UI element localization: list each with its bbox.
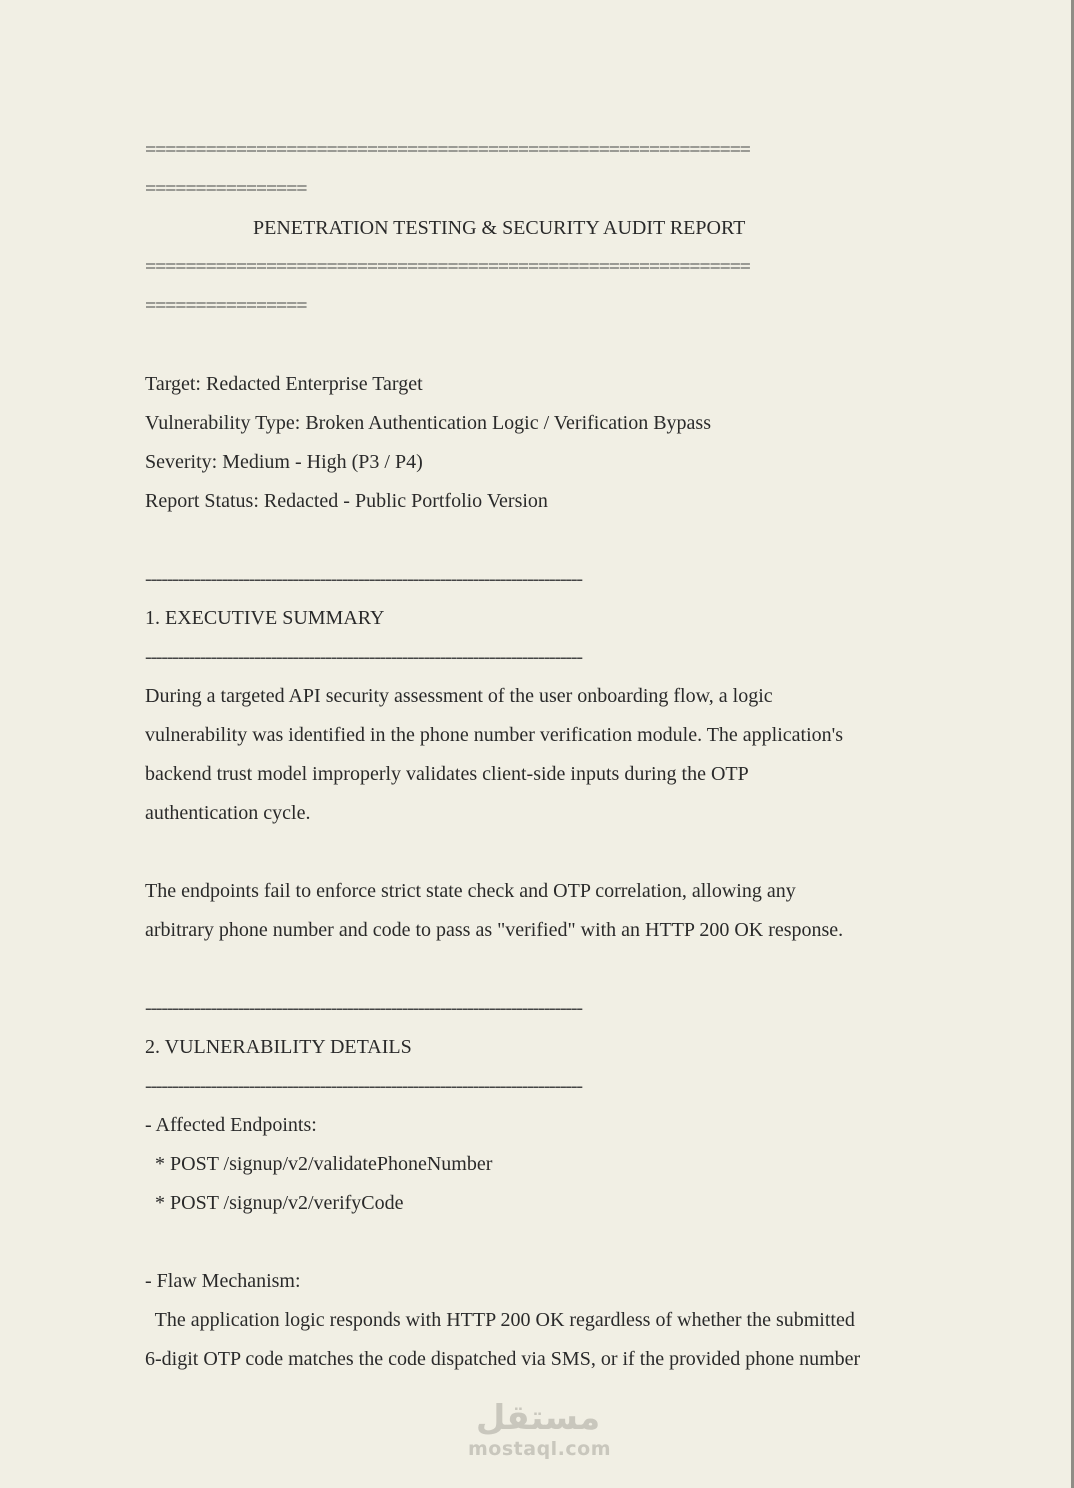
paragraph-line: authentication cycle. — [145, 802, 311, 824]
header-rule: ================ — [145, 178, 307, 200]
section-rule: -------------------------------------------------------------------------------- — [145, 646, 582, 668]
section-rule: -------------------------------------------------------------------------------- — [145, 568, 582, 590]
meta-vulnerability-type: Vulnerability Type: Broken Authentication Logic / Verification Bypass — [145, 412, 711, 434]
endpoint-item: * POST /signup/v2/verifyCode — [145, 1192, 404, 1214]
paragraph-line: During a targeted API security assessment of the user onboarding flow, a logic — [145, 685, 773, 707]
paragraph-line: The application logic responds with HTTP 200 OK regardless of whether the submitted — [145, 1309, 855, 1331]
paragraph-line: arbitrary phone number and code to pass as "verified" with an HTTP 200 OK response. — [145, 919, 844, 941]
header-rule: ============================================================ — [145, 139, 750, 161]
meta-report-status: Report Status: Redacted - Public Portfolio Version — [145, 490, 548, 512]
watermark — [468, 1398, 612, 1460]
list-label: - Affected Endpoints: — [145, 1114, 317, 1136]
section-heading: 1. EXECUTIVE SUMMARY — [145, 607, 385, 629]
endpoint-item: * POST /signup/v2/validatePhoneNumber — [145, 1153, 493, 1175]
paragraph-line: 6-digit OTP code matches the code dispatched via SMS, or if the provided phone number — [145, 1348, 861, 1370]
header-rule: ============================================================ — [145, 256, 750, 278]
list-label: - Flaw Mechanism: — [145, 1270, 301, 1292]
meta-severity: Severity: Medium - High (P3 / P4) — [145, 451, 423, 473]
section-rule: -------------------------------------------------------------------------------- — [145, 997, 582, 1019]
report-title: PENETRATION TESTING & SECURITY AUDIT REPORT — [253, 217, 746, 239]
watermark-arabic: مستقل — [475, 1398, 601, 1438]
meta-target: Target: Redacted Enterprise Target — [145, 373, 423, 395]
section-rule: -------------------------------------------------------------------------------- — [145, 1075, 582, 1097]
paragraph-line: vulnerability was identified in the phone number verification module. The application's — [145, 724, 844, 746]
paragraph-line: backend trust model improperly validates client-side inputs during the OTP — [145, 763, 749, 785]
paragraph-line: The endpoints fail to enforce strict state check and OTP correlation, allowing any — [145, 880, 796, 902]
watermark-latin: mostaql.com — [468, 1438, 612, 1460]
header-rule: ================ — [145, 295, 307, 317]
section-heading: 2. VULNERABILITY DETAILS — [145, 1036, 412, 1058]
